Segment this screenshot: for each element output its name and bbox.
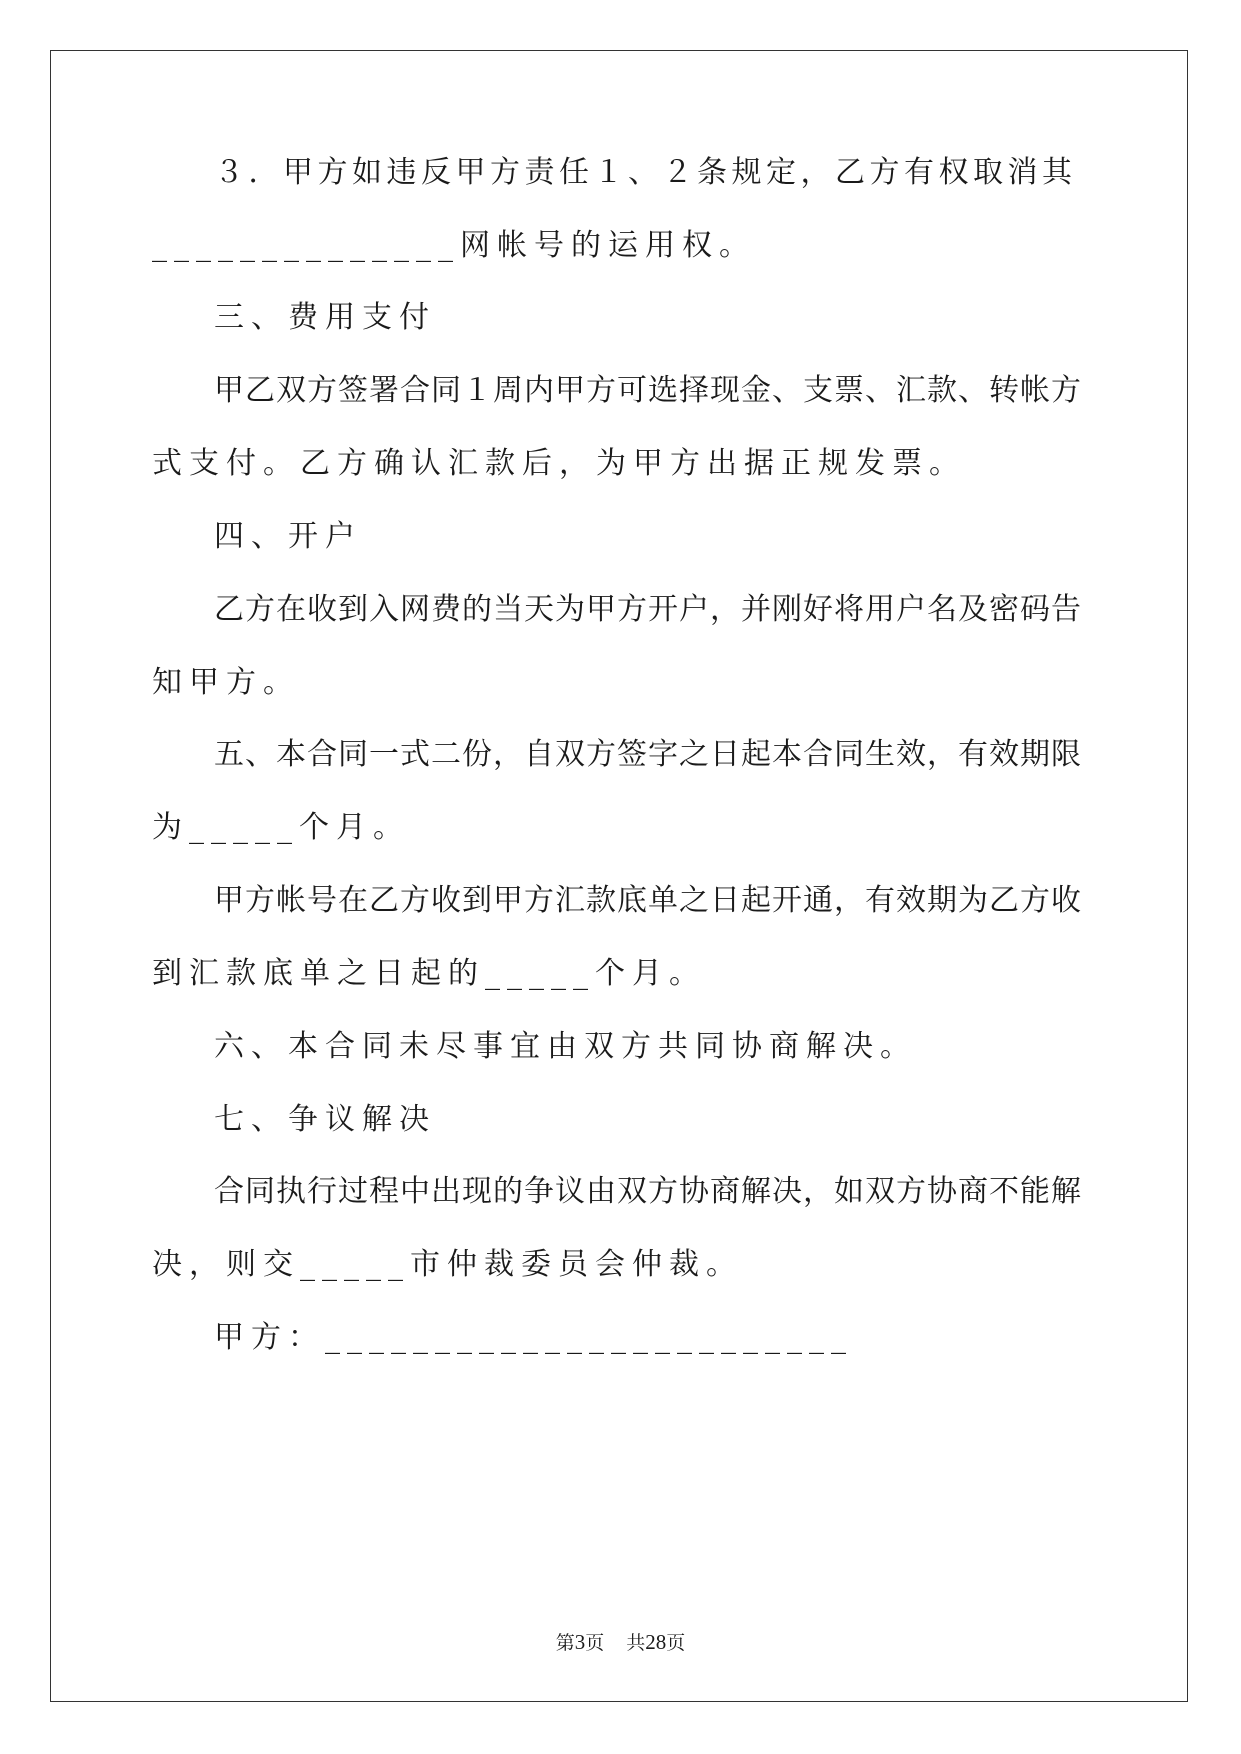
section-3-heading: 三、费用支付: [214, 300, 436, 335]
page-prefix: 第: [555, 1632, 575, 1654]
total-suffix: 页: [666, 1632, 686, 1654]
section-5-line-1: 五、本合同一式二份，自双方签字之日起本合同生效，有效期限: [214, 737, 1082, 772]
section-5-line-2: 为_____个月。: [152, 810, 410, 845]
page-suffix: 页: [585, 1632, 605, 1654]
payment-line-1: 甲乙双方签署合同１周内甲方可选择现金、支票、汇款、转帐方: [214, 373, 1082, 408]
party-a-signature-line: 甲方：________________________: [214, 1320, 853, 1355]
payment-line-2: 式支付。乙方确认汇款后，为甲方出据正规发票。: [152, 446, 966, 481]
section-4-heading: 四、开户: [214, 519, 362, 554]
account-line-1: 乙方在收到入网费的当天为甲方开户，并刚好将用户名及密码告: [214, 592, 1082, 627]
account-line-2: 知甲方。: [152, 665, 300, 700]
validity-line-2: 到汇款底单之日起的_____个月。: [152, 956, 706, 991]
section-7-heading: 七、争议解决: [214, 1102, 436, 1137]
page-footer: [0, 1629, 1241, 1656]
clause-3-line-1: ３．甲方如违反甲方责任１、２条规定，乙方有权取消其: [214, 155, 1077, 190]
page-total: 28: [645, 1630, 667, 1654]
validity-line-1: 甲方帐号在乙方收到甲方汇款底单之日起开通，有效期为乙方收: [214, 883, 1082, 918]
page-current: 3: [574, 1630, 586, 1654]
dispute-line-1: 合同执行过程中出现的争议由双方协商解决，如双方协商不能解: [214, 1174, 1082, 1209]
dispute-line-2: 决，则交_____市仲裁委员会仲裁。: [152, 1247, 743, 1282]
clause-3-line-2: ______________网帐号的运用权。: [152, 228, 756, 263]
section-6: 六、本合同未尽事宜由双方共同协商解决。: [214, 1029, 917, 1064]
total-prefix: 共: [626, 1632, 646, 1654]
